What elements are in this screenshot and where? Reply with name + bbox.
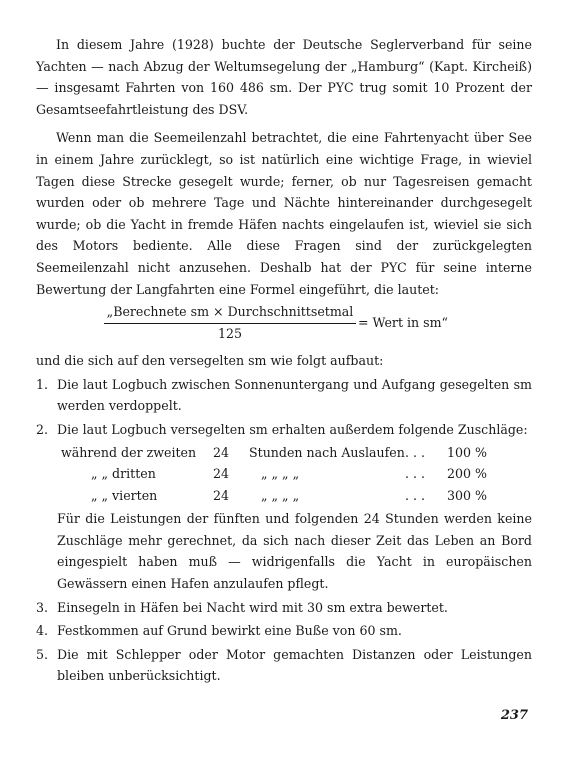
table-cell-hours: 24 bbox=[213, 444, 230, 460]
list-text-continuation: Für die Leistungen der fünften und folgenden 24 Stunden werden keine Zuschläge mehr gerechnet, da sich nach dieser Zeit das Leben an Bord eingespielt haben muß — widrigenfalls die Yacht in europäischen Gewässern einen Hafen anzulaufen pflegt. bbox=[57, 511, 532, 592]
list-text: Die laut Logbuch zwischen Sonnenuntergang und Aufgang gesegelten sm werden verdoppelt. bbox=[57, 376, 532, 414]
list-text: Einsegeln in Häfen bei Nacht wird mit 30 sm extra bewertet. bbox=[57, 599, 448, 615]
table-row bbox=[61, 463, 487, 485]
page-body bbox=[36, 34, 532, 687]
list-number: 1. bbox=[36, 376, 49, 392]
page-number: 237 bbox=[500, 708, 528, 723]
table-row bbox=[61, 485, 487, 507]
list-number: 3. bbox=[36, 599, 49, 615]
list-item-4 bbox=[36, 620, 532, 642]
rules-list bbox=[36, 374, 532, 687]
list-text: Die mit Schlepper oder Motor gemachten Distanzen oder Leistungen bleiben unberücksichtigt. bbox=[57, 646, 532, 684]
list-item-3 bbox=[36, 597, 532, 619]
list-number: 4. bbox=[36, 623, 49, 639]
paragraph-1: In diesem Jahre (1928) buchte der Deutsche Seglerverband für seine Yachten — nach Abzug der Weltumsegelung der „Hamburg“ (Kapt. Kircheiß) — insgesamt Fahrten von 160 486 sm. Der PYC trug somit 10 Prozent der Gesamtseefahrtleistung des DSV. bbox=[36, 37, 532, 117]
list-number: 2. bbox=[36, 421, 49, 437]
table-cell-dots: . . . bbox=[405, 487, 426, 503]
formula-fraction bbox=[104, 302, 356, 344]
list-item-5 bbox=[36, 644, 532, 687]
table-cell-period: „ „ vierten bbox=[91, 487, 158, 503]
table-cell-description: „ „ „ „ bbox=[261, 487, 300, 503]
table-cell-percent: 200 % bbox=[447, 466, 488, 482]
table-cell-description: „ „ „ „ bbox=[261, 466, 300, 482]
list-intro: und die sich auf den versegelten sm wie folgt aufbaut: bbox=[36, 353, 384, 369]
list-text: Die laut Logbuch versegelten sm erhalten außerdem folgende Zuschläge: bbox=[57, 421, 528, 437]
table-cell-dots: . . . bbox=[405, 466, 426, 482]
table-cell-description: Stunden nach Auslaufen bbox=[249, 444, 405, 460]
table-cell-percent: 300 % bbox=[447, 487, 488, 503]
table-cell-hours: 24 bbox=[213, 466, 230, 482]
table-cell-dots: . . . bbox=[405, 444, 426, 460]
table-cell-hours: 24 bbox=[213, 487, 230, 503]
formula-numerator: „Berechnete sm × Durchschnittsetmal bbox=[104, 302, 356, 324]
formula-denominator: 125 bbox=[217, 326, 243, 342]
list-text: Festkommen auf Grund bewirkt eine Buße von 60 sm. bbox=[57, 623, 402, 639]
formula-result: = Wert in sm“ bbox=[358, 315, 448, 331]
table-cell-period: „ „ dritten bbox=[91, 466, 156, 482]
list-number: 5. bbox=[36, 646, 49, 662]
formula bbox=[36, 302, 532, 344]
list-item-1 bbox=[36, 374, 532, 417]
surcharge-table bbox=[61, 442, 487, 507]
table-row bbox=[61, 442, 487, 464]
list-item-2 bbox=[36, 419, 532, 595]
table-cell-percent: 100 % bbox=[447, 444, 488, 460]
paragraph-2: Wenn man die Seemeilenzahl betrachtet, die eine Fahrtenyacht über See in einem Jahre zurücklegt, so ist natürlich eine wichtige Frage, in wieviel Tagen diese Strecke gesegelt wurde; ferner, ob nur Tagesreisen gemacht wurden oder ob mehrere Tage und Nächte hintereinander durchgesegelt wurde; ob die Yacht in fremde Häfen nachts eingelaufen ist, wieviel sie sich des Motors bediente. Alle diese Fragen sind der zurückgelegten Seemeilenzahl nicht anzusehen. Deshalb hat der PYC für seine interne Bewertung der Langfahrten eine Formel eingeführt, die lautet: bbox=[36, 130, 532, 297]
table-cell-period: während der zweiten bbox=[61, 444, 197, 460]
